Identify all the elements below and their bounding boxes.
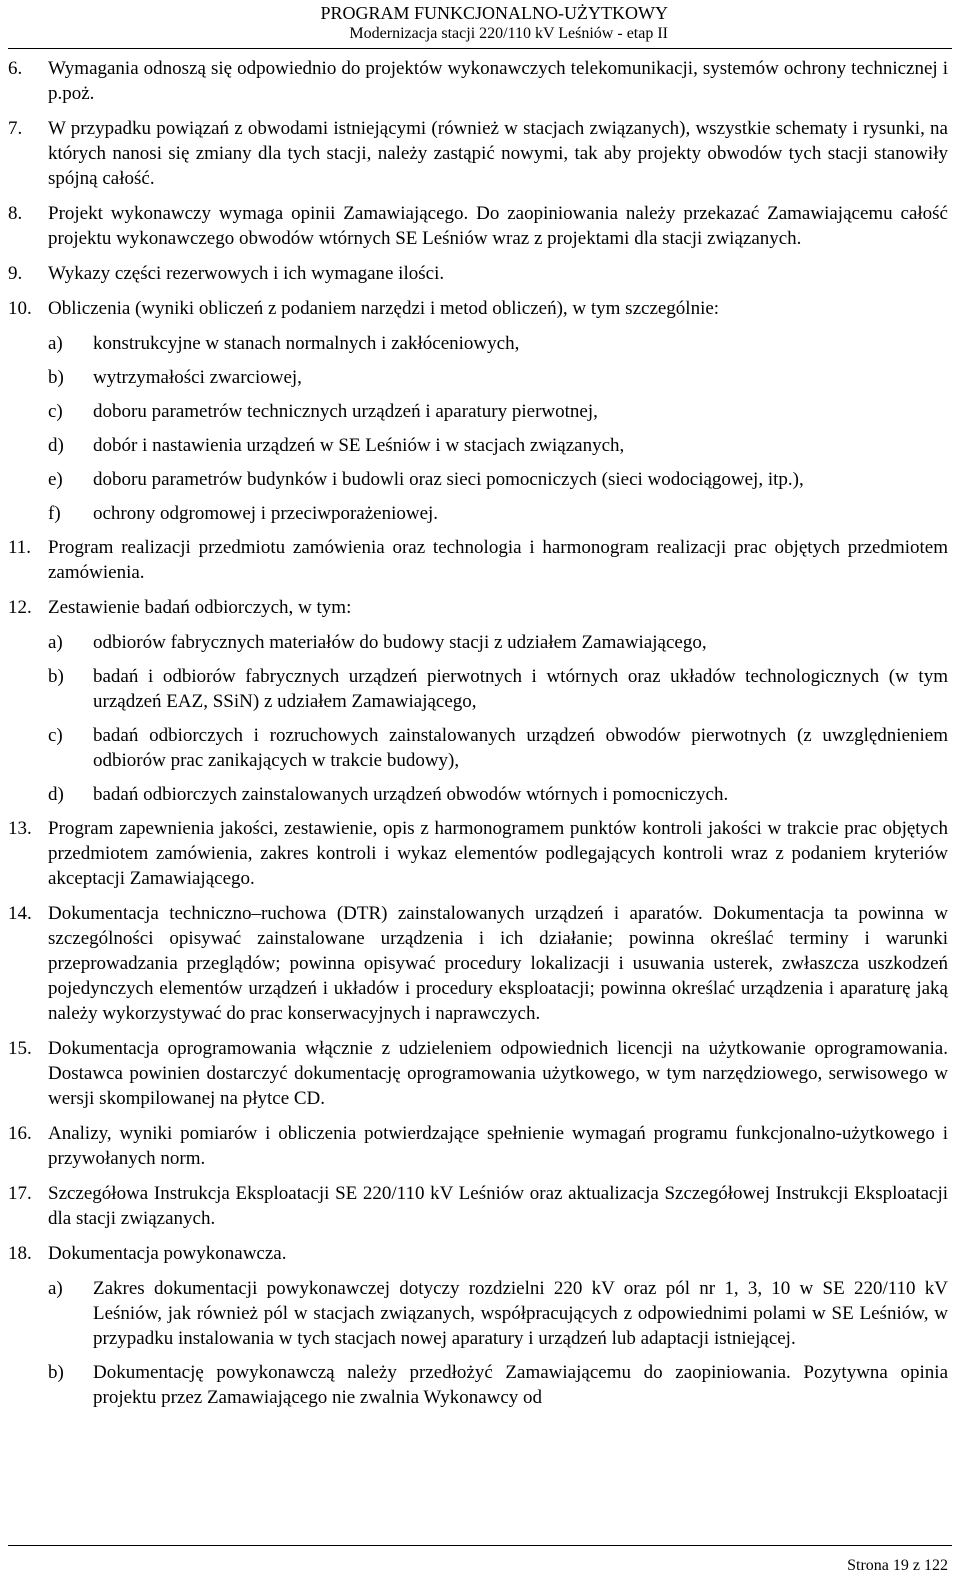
- item-number: 8.: [8, 203, 23, 224]
- item-text: Wymagania odnoszą się odpowiednio do projektów wykonawczych telekomunikacji, systemów ochrony technicznej i p.poż.: [48, 58, 948, 104]
- page-header: [0, 0, 960, 52]
- sub-item: [0, 664, 960, 714]
- sub-item: [0, 1276, 960, 1351]
- sub-item-letter: d): [48, 784, 64, 805]
- sub-item-text: konstrukcyjne w stanach normalnych i zakłóceniowych,: [93, 333, 520, 354]
- list-item: [0, 816, 960, 891]
- sub-item-letter: e): [48, 469, 63, 490]
- sub-item: [0, 399, 960, 424]
- sub-item-letter: a): [48, 632, 63, 653]
- sub-item: [0, 331, 960, 356]
- sub-item-text: ochrony odgromowej i przeciwporażeniowej.: [93, 503, 439, 524]
- sub-item-text: badań odbiorczych zainstalowanych urządzeń obwodów wtórnych i pomocniczych.: [93, 784, 729, 805]
- list-item: [0, 1181, 960, 1231]
- sub-item-text: badań i odbiorów fabrycznych urządzeń pierwotnych i wtórnych oraz układów technologicznych (w tym urządzeń EAZ, SSiN) z udziałem Zamawiającego,: [93, 666, 948, 712]
- list-item: [0, 901, 960, 1026]
- item-number: 6.: [8, 58, 23, 79]
- item-number: 10.: [8, 298, 32, 319]
- sub-item-letter: b): [48, 1362, 64, 1383]
- sub-item: [0, 723, 960, 773]
- sub-item-letter: f): [48, 503, 61, 524]
- sub-item-text: dobór i nastawienia urządzeń w SE Leśniów i w stacjach związanych,: [93, 435, 625, 456]
- item-text: Dokumentacja techniczno–ruchowa (DTR) zainstalowanych urządzeń i aparatów. Dokumentacja ta powinna w szczególności opisywać zainstalowane urządzenia i ich działanie; powinna określać terminy i warunki przeprowadzania przeglądów; powinna opisywać procedury lokalizacji i usuwania usterek, zwłaszcza uszkodzeń pojedynczych elementów urządzeń i układów i procedury eksploatacji; powinna określać urządzenia i aparaturę jaką należy wykorzystywać do prac konserwacyjnych i naprawczych.: [48, 903, 948, 1024]
- item-text: Szczegółowa Instrukcja Eksploatacji SE 220/110 kV Leśniów oraz aktualizacja Szczegółowej Instrukcji Eksploatacji dla stacji związanych.: [48, 1183, 948, 1229]
- item-text: Zestawienie badań odbiorczych, w tym:: [48, 597, 352, 618]
- item-number: 13.: [8, 818, 32, 839]
- sub-item: [0, 365, 960, 390]
- sub-item-text: doboru parametrów technicznych urządzeń i aparatury pierwotnej,: [93, 401, 598, 422]
- item-text: Analizy, wyniki pomiarów i obliczenia potwierdzające spełnienie wymagań programu funkcjonalno-użytkowego i przywołanych norm.: [48, 1123, 948, 1169]
- sub-item-letter: b): [48, 666, 64, 687]
- sub-item-letter: c): [48, 725, 63, 746]
- footer-divider: [8, 1545, 952, 1546]
- item-text: Obliczenia (wyniki obliczeń z podaniem narzędzi i metod obliczeń), w tym szczególnie:: [48, 298, 720, 319]
- page-number: Strona 19 z 122: [847, 1557, 948, 1574]
- sub-item: [0, 501, 960, 526]
- item-text: W przypadku powiązań z obwodami istniejącymi (również w stacjach związanych), wszystkie schematy i rysunki, na których nanosi się zmiany dla tych stacji, należy zastąpić nowymi, tak aby projekty obwodów tych stacji stanowiły spójną całość.: [48, 118, 948, 189]
- list-item: [0, 56, 960, 106]
- item-text: Program realizacji przedmiotu zamówienia oraz technologia i harmonogram realizacji prac objętych przedmiotem zamówienia.: [48, 537, 948, 583]
- list-item: [0, 1121, 960, 1171]
- item-number: 9.: [8, 263, 23, 284]
- item-text: Program zapewnienia jakości, zestawienie, opis z harmonogramem punktów kontroli jakości w trakcie prac objętych przedmiotem zamówienia, zakres kontroli i wykaz elementów podlegających kontroli wraz z podaniem kryteriów akceptacji Zamawiającego.: [48, 818, 948, 889]
- sub-item: [0, 433, 960, 458]
- item-number: 11.: [8, 537, 32, 558]
- sub-item-letter: c): [48, 401, 63, 422]
- document-body: [0, 56, 960, 1419]
- list-item: [0, 296, 960, 321]
- item-number: 15.: [8, 1038, 32, 1059]
- item-number: 16.: [8, 1123, 32, 1144]
- list-item: [0, 1241, 960, 1266]
- list-item: [0, 116, 960, 191]
- item-text: Dokumentacja powykonawcza.: [48, 1243, 287, 1264]
- item-text: Wykazy części rezerwowych i ich wymagane ilości.: [48, 263, 445, 284]
- list-item: [0, 261, 960, 286]
- sub-list: [0, 331, 960, 526]
- list-item: [0, 595, 960, 620]
- document-title: PROGRAM FUNKCJONALNO-UŻYTKOWY: [320, 3, 668, 23]
- item-number: 14.: [8, 903, 32, 924]
- sub-item-text: badań odbiorczych i rozruchowych zainstalowanych urządzeń obwodów pierwotnych (z uwzględnieniem odbiorów prac zanikających w trakcie budowy),: [93, 725, 948, 771]
- item-number: 17.: [8, 1183, 32, 1204]
- item-number: 7.: [8, 118, 23, 139]
- document-subtitle: Modernizacja stacji 220/110 kV Leśniów - etap II: [349, 25, 668, 42]
- list-item: [0, 535, 960, 585]
- sub-item-text: Zakres dokumentacji powykonawczej dotyczy rozdzielni 220 kV oraz pól nr 1, 3, 10 w SE 220/110 kV Leśniów, jak również pól w stacjach związanych, współpracujących z odpowiednimi polami w SE Leśniów, w przypadku instalowania w tych stacjach nowej aparatury i urządzeń lub adaptacji istniejącej.: [93, 1278, 948, 1349]
- sub-item: [0, 467, 960, 492]
- item-number: 18.: [8, 1243, 32, 1264]
- sub-item-text: doboru parametrów budynków i budowli oraz sieci pomocniczych (sieci wodociągowej, itp.),: [93, 469, 804, 490]
- item-number: 12.: [8, 597, 32, 618]
- sub-item-letter: d): [48, 435, 64, 456]
- header-divider: [8, 48, 952, 49]
- list-item: [0, 1036, 960, 1111]
- sub-list: [0, 1276, 960, 1410]
- sub-item-text: odbiorów fabrycznych materiałów do budowy stacji z udziałem Zamawiającego,: [93, 632, 707, 653]
- sub-item: [0, 630, 960, 655]
- item-text: Dokumentacja oprogramowania włącznie z udzieleniem odpowiednich licencji na użytkowanie oprogramowania. Dostawca powinien dostarczyć dokumentację oprogramowania użytkowego, w tym narzędziowego, serwisowego w wersji skompilowanej na płytce CD.: [48, 1038, 948, 1109]
- sub-item-letter: a): [48, 333, 63, 354]
- sub-item-letter: a): [48, 1278, 63, 1299]
- sub-list: [0, 630, 960, 807]
- sub-item: [0, 782, 960, 807]
- sub-item-text: wytrzymałości zwarciowej,: [93, 367, 302, 388]
- list-item: [0, 201, 960, 251]
- sub-item-text: Dokumentację powykonawczą należy przedłożyć Zamawiającemu do zaopiniowania. Pozytywna opinia projektu przez Zamawiającego nie zwalnia Wykonawcy od: [93, 1362, 948, 1408]
- item-text: Projekt wykonawczy wymaga opinii Zamawiającego. Do zaopiniowania należy przekazać Zamawiającemu całość projektu wykonawczego obwodów wtórnych SE Leśniów wraz z projektami dla stacji związanych.: [48, 203, 948, 249]
- sub-item-letter: b): [48, 367, 64, 388]
- sub-item: [0, 1360, 960, 1410]
